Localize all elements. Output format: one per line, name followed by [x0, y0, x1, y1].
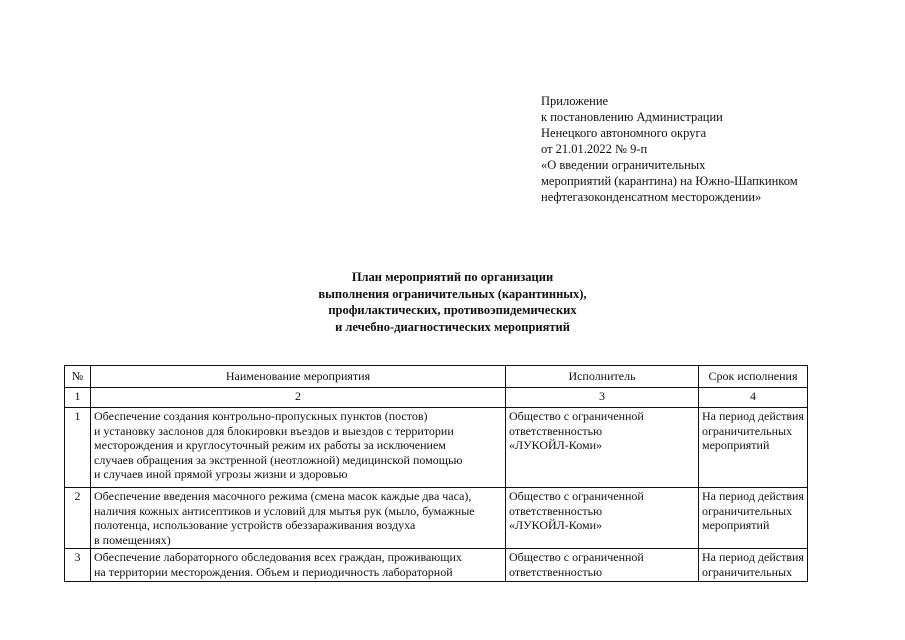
measure-name-line: и установку заслонов для блокировки въездов и выездов с территории	[94, 423, 454, 438]
annex-line: нефтегазоконденсатном месторождении»	[541, 190, 762, 204]
measure-name-line: Обеспечение создания контрольно-пропускных пунктов (постов)	[94, 409, 428, 423]
column-number-row	[65, 388, 808, 408]
annex-line: от 21.01.2022 № 9-п	[541, 142, 648, 156]
executor-line: ответственностью	[509, 423, 603, 438]
measure-name-line: и случаев иной прямой угрозы жизни и здоровью	[94, 467, 348, 481]
measures-table	[64, 365, 808, 582]
plan-title-line: и лечебно-диагностических мероприятий	[335, 319, 570, 334]
column-number: 2	[91, 388, 506, 408]
header-executor: Исполнитель	[506, 366, 699, 388]
header-measure-name: Наименование мероприятия	[91, 366, 506, 388]
executor-line: «ЛУКОЙЛ-Коми»	[509, 518, 602, 532]
column-number: 4	[699, 388, 808, 408]
executor-line: ответственностью	[509, 564, 603, 579]
annex-line: мероприятий (карантина) на Южно-Шапкинком	[541, 174, 798, 188]
header-deadline: Срок исполнения	[699, 366, 808, 388]
annex-line: Приложение	[541, 94, 609, 108]
executor-cell	[506, 488, 699, 549]
executor-cell	[506, 408, 699, 488]
annex-line: к постановлению Администрации	[541, 110, 723, 124]
plan-title	[0, 269, 905, 335]
executor-line: «ЛУКОЙЛ-Коми»	[509, 438, 602, 452]
measure-name-line: месторождения и круглосуточный режим их работы за исключением	[94, 438, 446, 452]
annex-block	[541, 93, 881, 205]
deadline-cell	[699, 408, 808, 488]
header-number: №	[65, 366, 91, 388]
deadline-line: На период действия	[702, 550, 804, 564]
measure-name-cell	[91, 408, 506, 488]
measure-name-cell	[91, 488, 506, 549]
measure-name-line: Обеспечение введения масочного режима (смена масок каждые два часа),	[94, 489, 472, 503]
plan-title-line: профилактических, противоэпидемических	[328, 303, 577, 317]
deadline-line: мероприятий	[702, 438, 770, 452]
deadline-line: ограничительных	[702, 503, 793, 518]
table-header-row	[65, 366, 808, 388]
measure-name-line: в помещениях)	[94, 532, 171, 547]
deadline-line: ограничительных	[702, 423, 793, 438]
annex-line: «О введении ограничительных	[541, 158, 706, 172]
measure-name-line: случаев обращения за экстренной (неотложной) медицинской помощью	[94, 452, 463, 467]
executor-line: Общество с ограниченной	[509, 550, 644, 564]
deadline-line: мероприятий	[702, 518, 770, 532]
executor-line: ответственностью	[509, 503, 603, 518]
plan-title-line: выполнения ограничительных (карантинных),	[318, 286, 587, 301]
measure-name-line: наличия кожных антисептиков и условий для мытья рук (мыло, бумажные	[94, 503, 475, 518]
row-number: 2	[65, 488, 91, 549]
row-number: 1	[65, 408, 91, 488]
executor-line: Общество с ограниченной	[509, 489, 644, 503]
deadline-line: ограничительных	[702, 564, 793, 579]
deadline-line: На период действия	[702, 409, 804, 423]
executor-line: Общество с ограниченной	[509, 409, 644, 423]
plan-title-line: План мероприятий по организации	[351, 270, 554, 284]
executor-cell	[506, 549, 699, 582]
measure-name-line: на территории месторождения. Объем и периодичность лабораторной	[94, 564, 453, 579]
measure-name-line: полотенца, использование устройств обеззараживания воздуха	[94, 518, 416, 532]
measure-name-cell	[91, 549, 506, 582]
measure-name-line: Обеспечение лабораторного обследования всех граждан, проживающих	[94, 550, 462, 564]
table-row	[65, 549, 808, 582]
annex-line: Ненецкого автономного округа	[541, 126, 707, 140]
table-row	[65, 488, 808, 549]
column-number: 3	[506, 388, 699, 408]
column-number: 1	[65, 388, 91, 408]
deadline-line: На период действия	[702, 489, 804, 503]
row-number: 3	[65, 549, 91, 582]
deadline-cell	[699, 488, 808, 549]
deadline-cell	[699, 549, 808, 582]
table-row	[65, 408, 808, 488]
